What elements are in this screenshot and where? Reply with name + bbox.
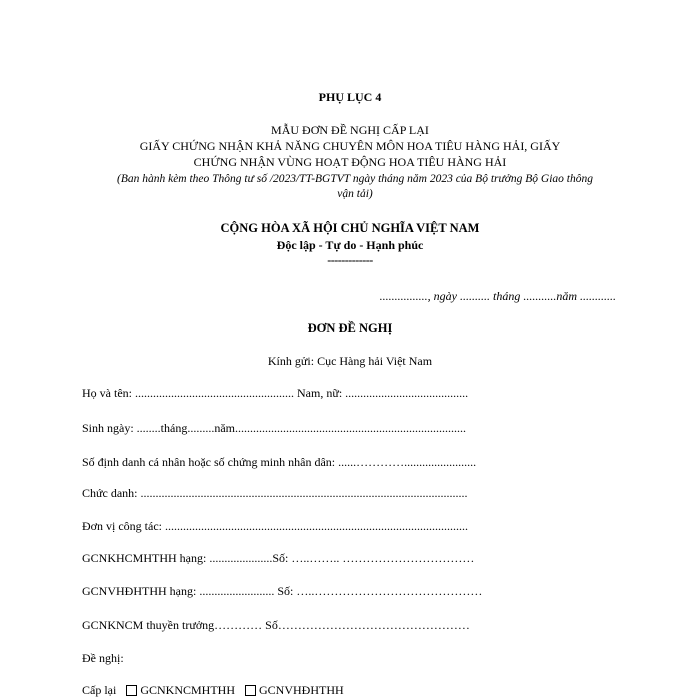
form-title-line-2: GIẤY CHỨNG NHẬN KHẢ NĂNG CHUYÊN MÔN HOA TIÊU HÀNG HẢI, GIẤY bbox=[139, 139, 561, 153]
motto-separator: ------------- bbox=[327, 253, 373, 267]
field-gcnkncm-captain: GCNKNCM thuyền trưởng………… Số………………………………………… bbox=[82, 618, 470, 632]
issued-note: (Ban hành kèm theo Thông tư số /2023/TT-BGTVT ngày tháng năm 2023 của Bộ trưởng Bộ Giao thông vận tải) bbox=[116, 173, 593, 200]
checkbox-label-gcnvhdhthh: GCNVHĐHTHH bbox=[259, 683, 344, 697]
nation-motto: Độc lập - Tự do - Hạnh phúc bbox=[276, 238, 424, 252]
reissue-options bbox=[82, 683, 344, 698]
field-workplace: Đơn vị công tác: ..................................................................................................... bbox=[82, 519, 468, 533]
field-full-name: Họ và tên: ..................................................... Nam, nữ: ......................................... bbox=[82, 386, 469, 400]
field-position: Chức danh: ............................................................................................................. bbox=[82, 486, 468, 500]
request-title: ĐƠN ĐỀ NGHỊ bbox=[307, 321, 393, 335]
recipient-line: Kính gửi: Cục Hàng hải Việt Nam bbox=[267, 354, 433, 368]
field-birth-date: Sinh ngày: ........tháng.........năm............................................................................. bbox=[82, 421, 466, 435]
field-gcnvhdthh: GCNVHĐHTHH hạng: ......................... Số: …..…………………………………… bbox=[82, 584, 483, 598]
field-personal-id: Số định danh cá nhân hoặc số chứng minh nhân dân: ......…………........................ bbox=[82, 455, 477, 469]
appendix-heading: PHỤ LỤC 4 bbox=[318, 90, 382, 104]
nation-name: CỘNG HÒA XÃ HỘI CHỦ NGHĨA VIỆT NAM bbox=[220, 221, 480, 235]
checkbox-label-gcnkncmhthh: GCNKNCMHTHH bbox=[140, 683, 235, 697]
form-title-line-1: MẪU ĐƠN ĐỀ NGHỊ CẤP LẠI bbox=[271, 123, 429, 137]
date-line: ................, ngày .......... tháng ...........năm ............ bbox=[379, 289, 616, 303]
reissue-label: Cấp lại bbox=[82, 683, 117, 697]
checkbox-gcnvhdhthh[interactable] bbox=[245, 685, 256, 696]
checkbox-gcnkncmhthh[interactable] bbox=[126, 685, 137, 696]
field-gcnkhcmthh: GCNKHCMHTHH hạng: .....................Số: …..…….. …………………………… bbox=[82, 551, 475, 565]
form-title-line-3: CHỨNG NHẬN VÙNG HOẠT ĐỘNG HOA TIÊU HÀNG HẢI bbox=[193, 155, 507, 169]
field-request-label: Đề nghị: bbox=[82, 651, 124, 665]
